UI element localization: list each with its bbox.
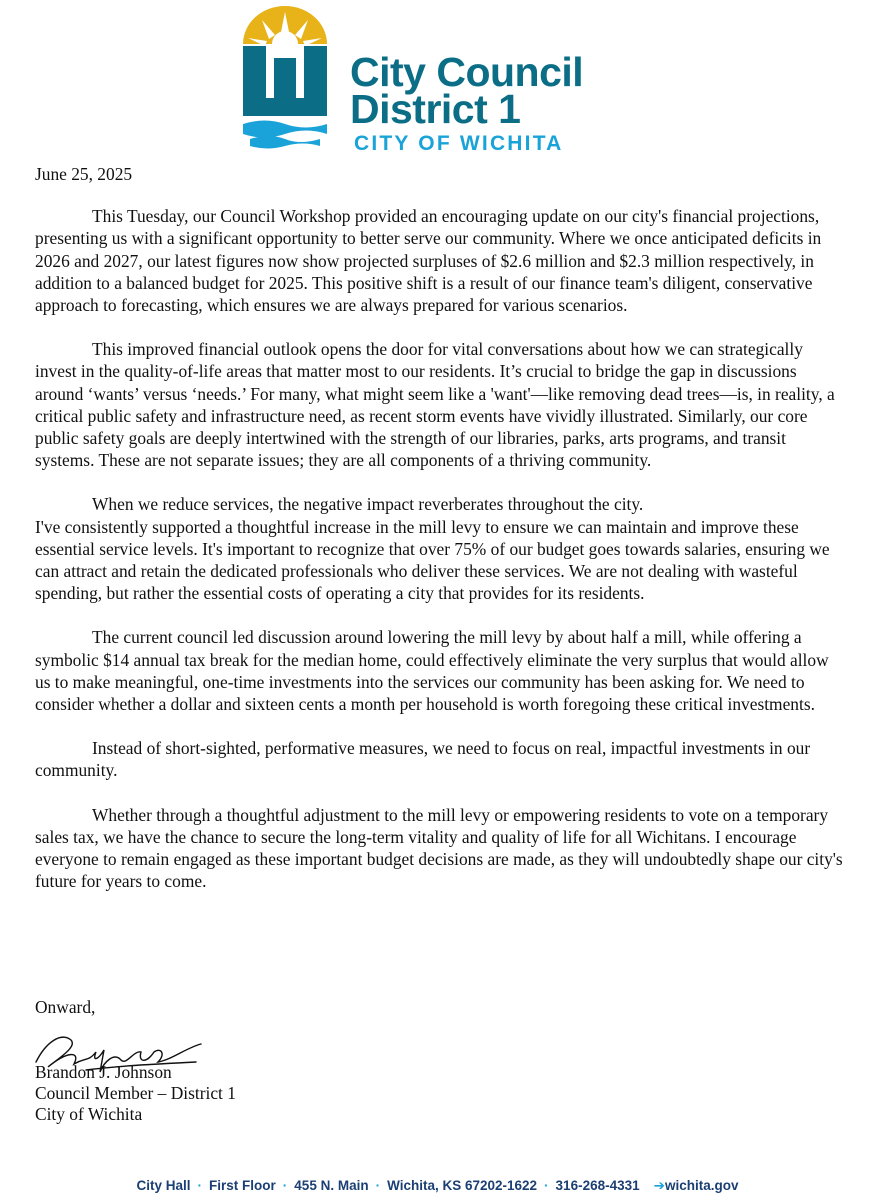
paragraph-wants-vs-needs: This improved financial outlook opens the door for vital conversations about how we can strategically invest in the quality-of-life areas that matter most to our residents. It’s crucial to bridge the gap in discussions around ‘wants’ versus ‘needs.’ For many, what might seem like a 'want'—like removing dead trees—is, in reality, a critical public safety and infrastructure need, as recent storm events have vividly illustrated. Similarly, our core public safety goals are deeply intertwined with the strength of our libraries, parks, arts programs, and transit systems. These are not separate issues; they are all components of a thriving community. [35, 339, 835, 471]
letter-closing: Onward, [35, 997, 96, 1017]
letterhead [0, 0, 875, 160]
paragraph-reduce-services: When we reduce services, the negative impact reverberates throughout the city. [92, 494, 644, 515]
paragraph-mill-levy-support: I've consistently supported a thoughtful increase in the mill levy to ensure we can maintain and improve these essential service levels. It's important to recognize that over 75% of our budget goes towards salaries, ensuring we can attract and retain the dedicated professionals who deliver these services. We are not dealing with wasteful spending, but rather the essential costs of operating a city that provides for its residents. [35, 516, 830, 604]
footer-address: City Hall · First Floor · 455 N. Main · Wichita, KS 67202-1622 · 316-268-4331 ➔wichita.gov [136, 1178, 739, 1193]
signature-block [35, 1062, 236, 1125]
footer-city-zip: Wichita, KS 67202-1622 [387, 1178, 538, 1193]
paragraph-impactful-investments: Instead of short-sighted, performative measures, we need to focus on real, impactful investments in our community. [35, 738, 811, 781]
wichita-w-sunburst-logo [240, 6, 330, 151]
paragraph-call-to-engage: Whether through a thoughtful adjustment to the mill levy or empowering residents to vote on a temporary sales tax, we have the chance to secure the long-term vitality and quality of life for all Wichitans. I encourage everyone to remain engaged as these important budget decisions are made, as they will undoubtedly shape our city's future for years to come. [35, 804, 843, 892]
signer-title: Council Member – District 1 [35, 1083, 236, 1103]
letter-body [35, 163, 845, 914]
letterhead-district: District 1 [350, 86, 521, 132]
letterhead-city: CITY OF WICHITA [354, 132, 564, 155]
footer-floor: First Floor [209, 1178, 276, 1193]
letter-date: June 25, 2025 [35, 164, 133, 184]
letterhead-title: City Council [350, 49, 584, 95]
footer-phone: 316-268-4331 [555, 1178, 640, 1193]
footer-building: City Hall [136, 1178, 191, 1193]
paragraph-mill-levy-reduction: The current council led discussion around lowering the mill levy by about half a mill, while offering a symbolic $14 annual tax break for the median home, could effectively eliminate the very surplus that would allow us to make meaningful, one-time investments into the services our community has been asking for. We need to consider whether a dollar and sixteen cents a month per household is worth foregoing these critical investments. [35, 627, 829, 715]
signer-name: Brandon J. Johnson [35, 1062, 172, 1082]
right-arrow-icon: ➔ [653, 1178, 665, 1193]
footer-website-link[interactable]: wichita.gov [664, 1178, 739, 1193]
signer-org: City of Wichita [35, 1104, 143, 1124]
paragraph-financial-update: This Tuesday, our Council Workshop provided an encouraging update on our city's financial projections, presenting us with a significant opportunity to better serve our community. Where we once anticipated deficits in 2026 and 2027, our latest figures now show projected surpluses of $2.6 million and $2.3 million respectively, in addition to a balanced budget for 2025. This positive shift is a result of our finance team's diligent, conservative approach to forecasting, which ensures we are always prepared for various scenarios. [35, 206, 822, 316]
footer-street: 455 N. Main [294, 1178, 369, 1193]
